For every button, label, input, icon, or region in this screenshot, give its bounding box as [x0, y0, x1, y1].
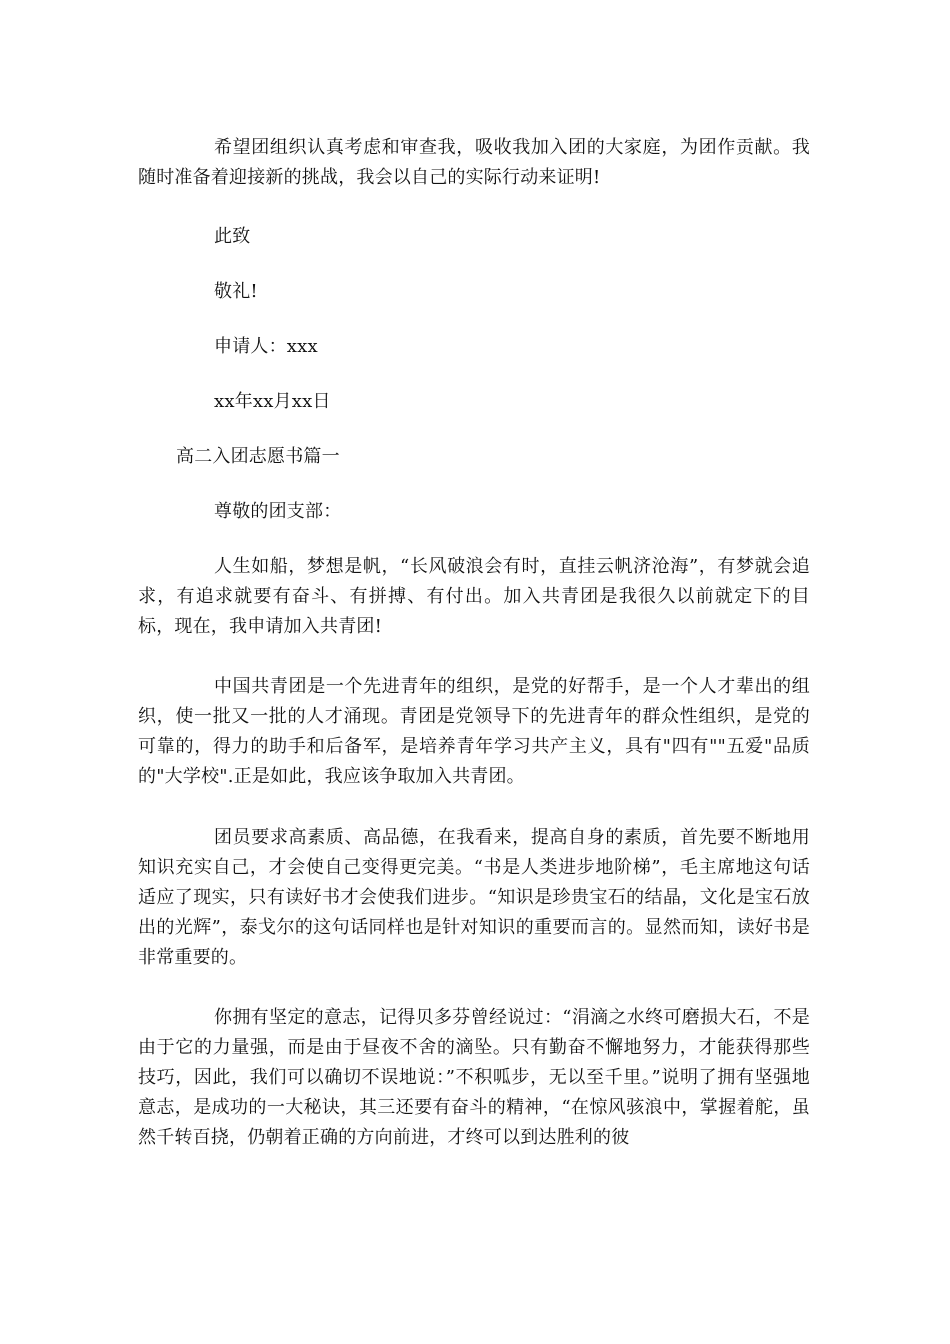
body-paragraph-1: 人生如船，梦想是帆，“长风破浪会有时，直挂云帆济沧海”，有梦就会追求，有追求就要有奋斗、有拼搏、有付出。加入共青团是我很久以前就定下的目标，现在，我申请加入共青团!	[138, 556, 810, 637]
body-paragraph-2: 中国共青团是一个先进青年的组织，是党的好帮手，是一个人才辈出的组织，使一批又一批的人才涌现。青团是党领导下的先进青年的群众性组织，是党的可靠的，得力的助手和后备军，是培养青年学习共产主义，具有"四有""五爱"品质的"大学校".正是如此，我应该争取加入共青团。	[138, 676, 810, 787]
body-paragraph-4: 你拥有坚定的意志，记得贝多芬曾经说过：“涓滴之水终可磨损大石，不是由于它的力量强，而是由于昼夜不舍的滴坠。只有勤奋不懈地努力，才能获得那些技巧，因此，我们可以确切不误地说：”不积呱步，无以至千里。”说明了拥有坚强地意志，是成功的一大秘诀，其三还要有奋斗的精神，“在惊风骇浪中，掌握着舵，虽然千转百挠，仍朝着正确的方向前进，才终可以到达胜利的彼	[138, 1007, 810, 1148]
greeting-line: 尊敬的团支部：	[214, 501, 342, 522]
applicant-line: 申请人：xxx	[214, 336, 318, 357]
body-paragraph-3: 团员要求高素质、高品德，在我看来，提高自身的素质，首先要不断地用知识充实自己，才会使自己变得更完美。“书是人类进步地阶梯”，毛主席地这句话适应了现实，只有读好书才会使我们进步。“知识是珍贵宝石的结晶，文化是宝石放出的光辉”，泰戈尔的这句话同样也是针对知识的重要而言的。显然而知，读好书是非常重要的。	[138, 827, 810, 968]
section-heading: 高二入团志愿书篇一	[176, 446, 340, 467]
salutation-ci-zhi: 此致	[214, 226, 251, 247]
closing-paragraph: 希望团组织认真考虑和审查我，吸收我加入团的大家庭，为团作贡献。我随时准备着迎接新的挑战，我会以自己的实际行动来证明!	[138, 137, 810, 188]
date-line: xx年xx月xx日	[214, 391, 331, 412]
salutation-jing-li: 敬礼!	[214, 281, 258, 302]
